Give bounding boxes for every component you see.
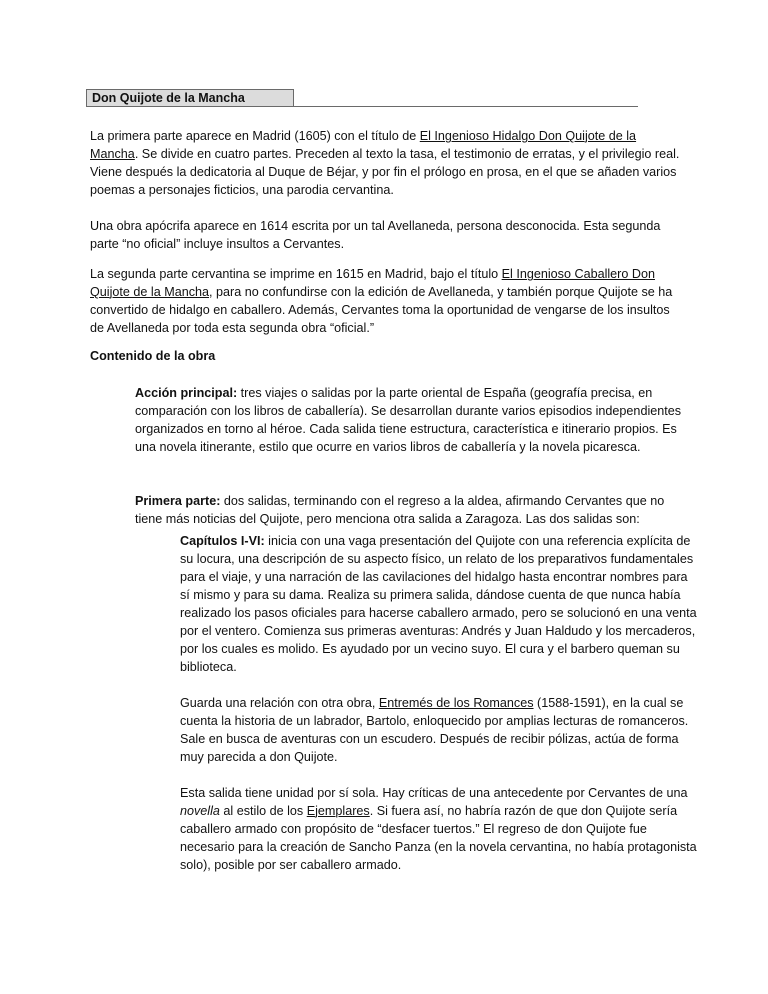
- book-title-hidalgo: El Ingenioso Hidalgo Don Quijote de la Mancha: [90, 129, 637, 161]
- heading-rule: [294, 106, 638, 107]
- italic-term: novella: [180, 804, 220, 818]
- text-span: La segunda parte cervantina se imprime en 1615 en Madrid, bajo el título: [90, 267, 502, 281]
- text-span: . Si fuera así, no habría razón de que don Quijote sería caballero armado con propósito de “desfacer tuertos.” El regreso de don Quijote fue necesario para la creación de Sancho Panza (en la novela cervantina, no había protagonista solo), posible por ser caballero armado.: [180, 804, 697, 872]
- text-span: dos salidas, terminando con el regreso a la aldea, afirmando Cervantes que no tiene más noticias del Quijote, pero menciona otra salida a Zaragoza. Las dos salidas son:: [135, 494, 665, 526]
- paragraph-segunda-parte: [90, 265, 686, 337]
- text-span: Guarda una relación con otra obra,: [180, 696, 379, 710]
- term-label: Acción principal:: [135, 386, 238, 400]
- paragraph-entremes: [180, 694, 700, 766]
- book-title-entremes: Entremés de los Romances: [378, 696, 534, 710]
- text-span: . Se divide en cuatro partes. Preceden al texto la tasa, el testimonio de erratas, y el privilegio real. Viene después la dedicatoria al Duque de Béjar, y por fin el prólogo en prosa, en el que se añaden varios poemas a personajes ficticios, una parodia cervantina.: [90, 147, 680, 197]
- term-label: Primera parte:: [135, 494, 221, 508]
- paragraph-unidad: [180, 784, 700, 874]
- paragraph-capitulos: [180, 532, 700, 676]
- section-heading-box: Don Quijote de la Mancha: [86, 89, 294, 107]
- text-span: inicia con una vaga presentación del Quijote con una referencia explícita de su locura, una descripción de su aspecto físico, un relato de los preparativos fundamentales para el viaje, y una narración de las cavilaciones del hidalgo hasta encontrar nombres para sí mismo y para su dama. Realiza su primera salida, dándose cuenta de que nunca había realizado los pasos oficiales para hacerse caballero armado, pero se solucionó en una venta por el ventero. Comienza sus primeras aventuras: Andrés y Juan Haldudo y los mercaderos, por los cuales es molido. Es ayudado por un vecino suyo. El cura y el barbero queman su biblioteca.: [180, 534, 697, 674]
- book-title-ejemplares: Ejemplares: [306, 804, 370, 818]
- text-span: (1588-1591), en la cual se cuenta la historia de un labrador, Bartolo, enloquecido por amplias lecturas de romanceros. Sale en busca de aventuras con un escudero. Después de recibir pólizas, actúa de forma muy parecida a don Quijote.: [180, 696, 689, 764]
- text-span: La primera parte aparece en Madrid (1605) con el título de: [90, 129, 420, 143]
- paragraph-accion-principal: [135, 384, 695, 456]
- text-span: al estilo de los: [219, 804, 307, 818]
- paragraph-primera-parte-salidas: [135, 492, 695, 528]
- text-span: Esta salida tiene unidad por sí sola. Hay críticas de una antecedente por Cervantes de una: [180, 786, 688, 800]
- section-heading: [86, 89, 638, 108]
- text-span: , para no confundirse con la edición de Avellaneda, y también porque Quijote se ha convertido de hidalgo en caballero. Además, Cervantes toma la oportunidad de vengarse de los insultos de Avellaneda por toda esta segunda obra “oficial.”: [90, 285, 673, 335]
- term-label: Capítulos I-VI:: [180, 534, 265, 548]
- paragraph-obra-apocrifa: Una obra apócrifa aparece en 1614 escrita por un tal Avellaneda, persona desconocida. Esta segunda parte “no oficial” incluye insultos a Cervantes.: [90, 219, 661, 251]
- subheading-contenido: Contenido de la obra: [90, 349, 216, 363]
- book-title-caballero: El Ingenioso Caballero Don Quijote de la Mancha: [90, 267, 655, 299]
- text-span: tres viajes o salidas por la parte oriental de España (geografía precisa, en comparación con los libros de caballería). Se desarrollan durante varios episodios independientes organizados en torno al héroe. Cada salida tiene estructura, característica e itinerario propios. Es una novela itinerante, estilo que ocurre en varios libros de caballería y la novela picaresca.: [135, 386, 682, 454]
- paragraph-primera-parte: [90, 127, 686, 199]
